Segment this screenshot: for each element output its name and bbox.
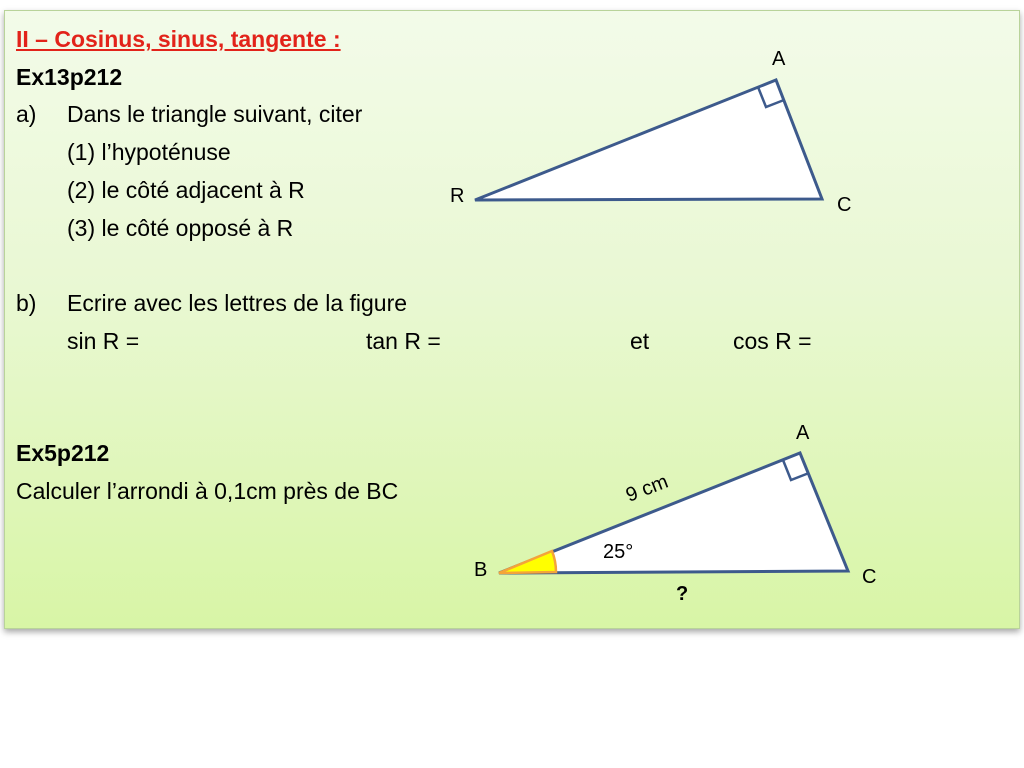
exercise-heading-2: Ex5p212 (16, 440, 110, 466)
angle-value-label: 25° (603, 541, 634, 563)
et-word: et (630, 328, 650, 354)
tan-formula: tan R = (366, 328, 441, 354)
unknown-side-label: ? (676, 583, 689, 605)
question-2: (2) le côté adjacent à R (67, 177, 305, 203)
sin-formula: sin R = (67, 328, 140, 354)
vertex-label-a: A (796, 422, 810, 444)
item-a-marker: a) (16, 101, 37, 127)
figures (5, 11, 1019, 628)
triangle-abc (474, 422, 876, 605)
angle-b-marker (499, 551, 556, 573)
vertex-label-c: C (837, 194, 852, 216)
vertex-label-a: A (772, 48, 786, 70)
item-a-text: Dans le triangle suivant, citer (67, 101, 363, 127)
vertex-label-r: R (450, 185, 465, 207)
cos-formula: cos R = (733, 328, 812, 354)
exercise-heading-1: Ex13p212 (16, 64, 123, 90)
item-b-text: Ecrire avec les lettres de la figure (67, 290, 408, 316)
slide (4, 10, 1020, 629)
item-b-marker: b) (16, 290, 37, 316)
triangle-arc (450, 48, 851, 216)
hypotenuse-length-label: 9 cm (622, 470, 672, 507)
vertex-label-b: B (474, 559, 488, 581)
section-title: II – Cosinus, sinus, tangente : (16, 26, 341, 52)
triangle-arc-shape (475, 80, 822, 200)
exercise-2-text: Calculer l’arrondi à 0,1cm près de BC (16, 478, 399, 504)
question-3: (3) le côté opposé à R (67, 215, 294, 241)
vertex-label-c: C (862, 566, 877, 588)
question-1: (1) l’hypoténuse (67, 139, 231, 165)
